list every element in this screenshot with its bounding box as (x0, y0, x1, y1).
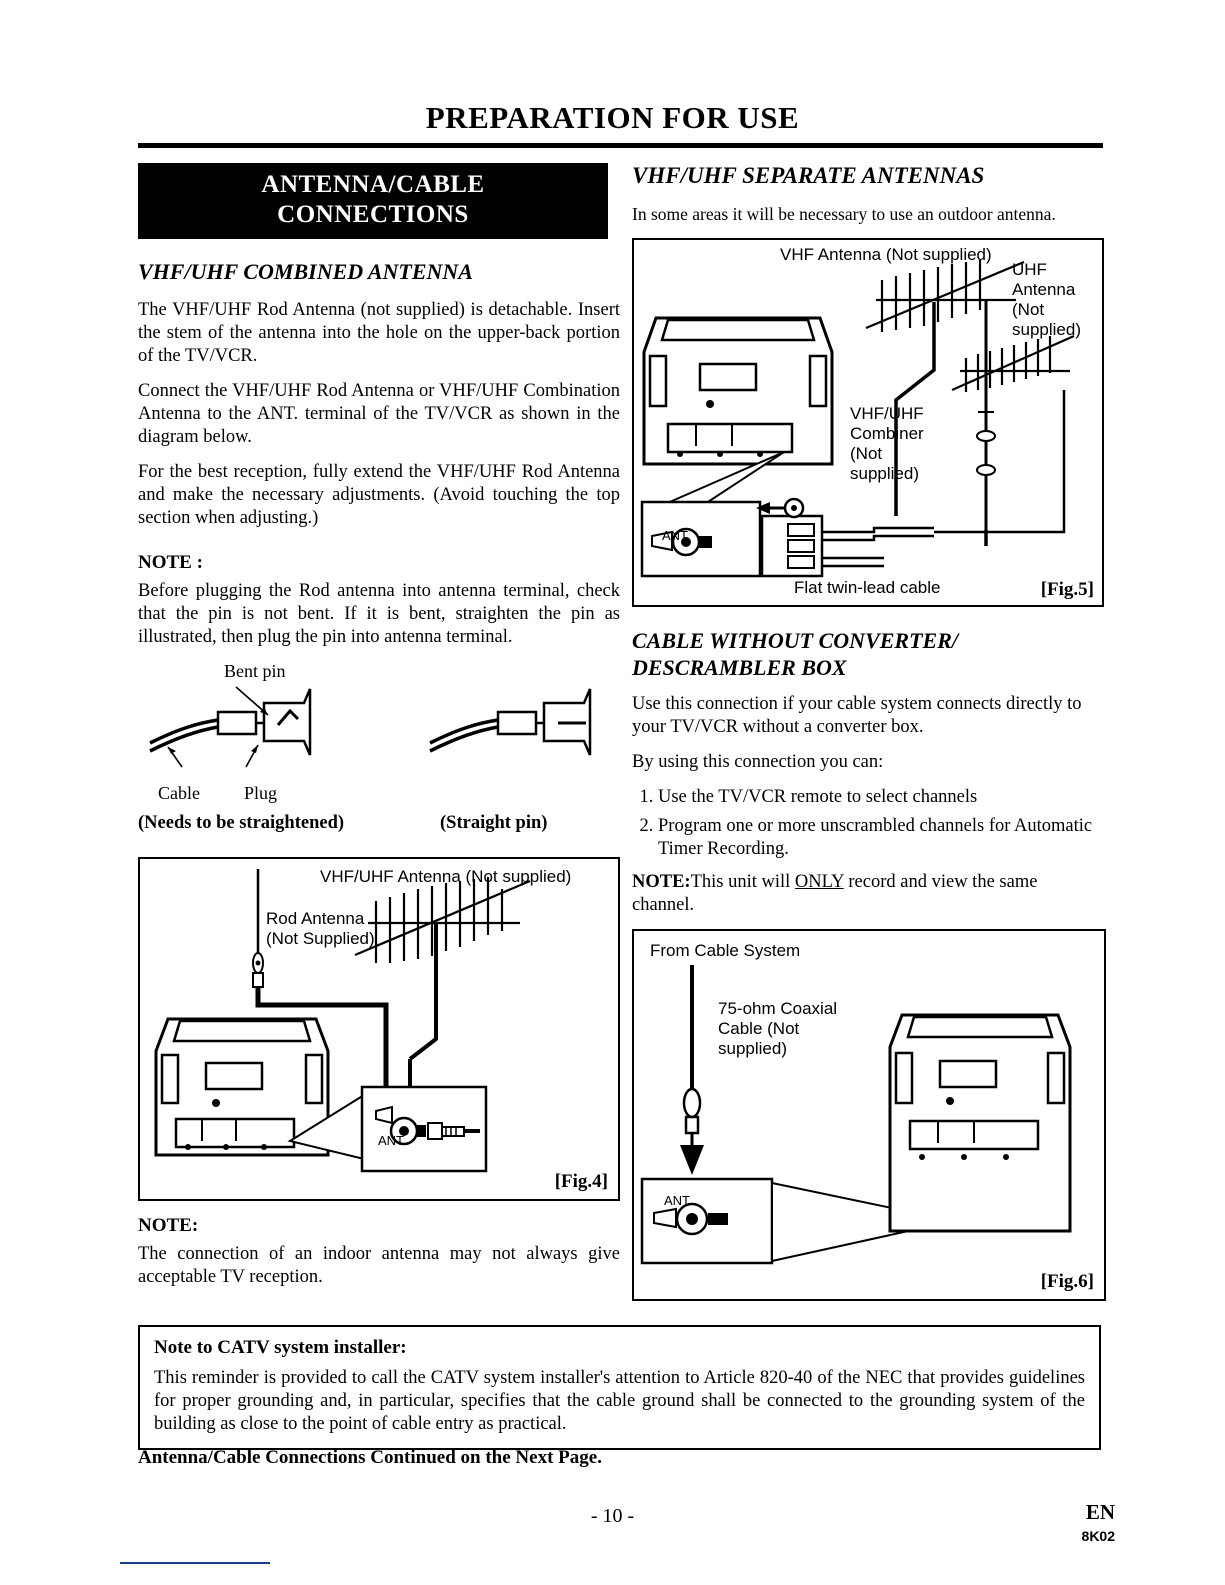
caption-straight-pin: (Straight pin) (440, 813, 548, 833)
figure-4-box (138, 857, 620, 1201)
note-label-1: NOTE : (138, 552, 203, 573)
left-column (138, 163, 620, 1301)
cable-note-emphasis: ONLY (794, 872, 844, 892)
label-fig5-flat-twin-lead: Flat twin-lead cable (794, 578, 941, 597)
figure-5-tag: [Fig.5] (1040, 579, 1094, 600)
list-item: 2. Program one or more unscrambled channels for Automatic Timer Recording. (658, 815, 1104, 861)
heading-cable-without-converter: CABLE WITHOUT CONVERTER/ DESCRAMBLER BOX (632, 628, 958, 680)
figure-5-box (632, 238, 1104, 607)
label-fig5-combiner: VHF/UHF Combiner (Not supplied) (850, 404, 924, 483)
section-banner-antenna-cable (138, 163, 608, 239)
cable-note-label: NOTE: (632, 872, 691, 892)
label-cable: Cable (158, 783, 200, 803)
label-fig5-uhf-antenna: UHF Antenna (Not supplied) (1012, 260, 1081, 339)
note-text-1: Before plugging the Rod antenna into antenna terminal, check that the pin is not bent. If it is bent, straighten the pin as illustrated, then plug the pin into antenna terminal. (138, 581, 620, 647)
catv-installer-note-box (138, 1325, 1101, 1450)
paragraph-connect-antenna: Connect the VHF/UHF Rod Antenna or VHF/UHF Combination Antenna to the ANT. terminal of the TV/VCR as shown in the diagram below. (138, 381, 620, 447)
cable-note-text-1: This unit will (690, 872, 795, 892)
label-fig6-from-cable-system: From Cable System (650, 941, 801, 960)
caption-needs-straightened: (Needs to be straightened) (138, 813, 345, 833)
page-number: - 10 - (590, 1505, 635, 1527)
page-title: PREPARATION FOR USE (425, 100, 800, 135)
banner-line-2: CONNECTIONS (277, 201, 469, 228)
label-fig4-antenna: VHF/UHF Antenna (Not supplied) (320, 867, 572, 886)
bottom-registration-mark (120, 1562, 270, 1564)
paragraph-outdoor-antenna: In some areas it will be necessary to use an outdoor antenna. (632, 204, 1056, 224)
label-fig4-ant-terminal: ANT. (378, 1133, 407, 1148)
label-fig5-vhf-antenna: VHF Antenna (Not supplied) (780, 245, 992, 264)
list-item: 1. Use the TV/VCR remote to select channels (658, 786, 1104, 809)
label-fig6-coax-cable: 75-ohm Coaxial Cable (Not supplied) (718, 999, 838, 1058)
note-label-2: NOTE: (138, 1215, 199, 1236)
cable-note-text-2: record and view the same channel. (632, 872, 1038, 915)
language-code: EN (1085, 1500, 1115, 1524)
label-plug: Plug (244, 783, 278, 803)
document-code: 8K02 (1081, 1528, 1115, 1544)
label-fig6-ant-terminal: ANT. (664, 1193, 693, 1208)
banner-line-1: ANTENNA/CABLE (261, 171, 485, 198)
paragraph-rod-antenna-detachable: The VHF/UHF Rod Antenna (not supplied) is detachable. Insert the stem of the antenna into the hole on the upper-back portion of the TV/VCR. (138, 300, 620, 366)
right-column (632, 163, 1104, 1301)
catv-note-title: Note to CATV system installer: (154, 1337, 407, 1358)
continued-note: Antenna/Cable Connections Continued on the Next Page. (138, 1447, 602, 1468)
label-bent-pin: Bent pin (224, 661, 286, 681)
figure-4-tag: [Fig.4] (554, 1171, 608, 1192)
note-text-2: The connection of an indoor antenna may not always give acceptable TV reception. (138, 1244, 620, 1287)
label-fig4-rod-antenna: Rod Antenna (Not Supplied) (266, 909, 375, 948)
title-divider (138, 143, 1103, 148)
label-fig5-ant-terminal: ANT. (662, 528, 691, 543)
cable-note (632, 871, 1104, 917)
figure-6-tag: [Fig.6] (1040, 1271, 1094, 1292)
heading-vhf-uhf-separate-antennas: VHF/UHF SEPARATE ANTENNAS (632, 163, 985, 188)
figure-4-diagram (140, 859, 614, 1195)
figure-bent-pin (138, 661, 620, 833)
figure-6-box (632, 929, 1106, 1301)
paragraph-cable-connection-can: By using this connection you can: (632, 752, 884, 772)
catv-note-body: This reminder is provided to call the CATV system installer's attention to Article 820-40 of the NEC that provides guidelines for proper grounding and, in particular, specifies that the cable ground shall be connected to the grounding system of the building as close to the point of cable entry as practical. (154, 1368, 1085, 1434)
paragraph-best-reception: For the best reception, fully extend the VHF/UHF Rod Antenna and make the necessary adjustments. (Avoid touching the top section when adjusting.) (138, 462, 620, 528)
paragraph-cable-connection-use: Use this connection if your cable system connects directly to your TV/VCR without a converter box. (632, 694, 1082, 737)
heading-vhf-uhf-combined-antenna: VHF/UHF COMBINED ANTENNA (138, 259, 473, 284)
bent-pin-diagram (138, 667, 620, 787)
cable-benefits-list (632, 786, 1104, 861)
figure-6-diagram (634, 931, 1100, 1295)
